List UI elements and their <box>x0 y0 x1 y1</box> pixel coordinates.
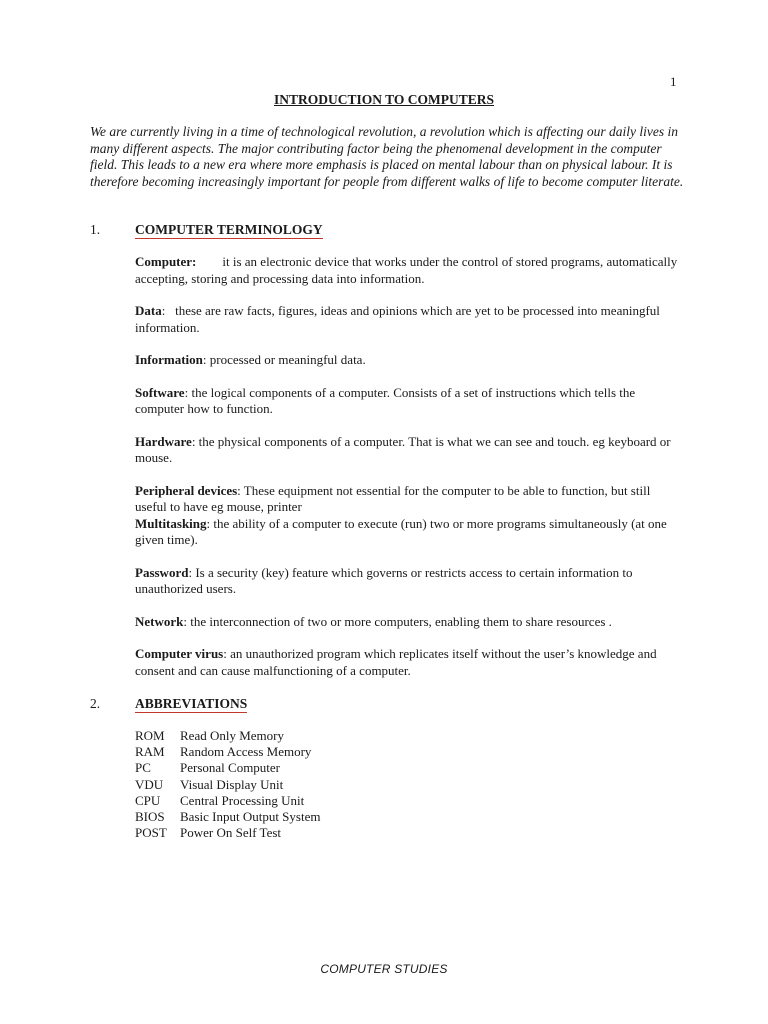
abbreviation-item <box>135 760 320 776</box>
abbreviation-code: PC <box>135 760 151 776</box>
abbreviation-code: CPU <box>135 792 161 808</box>
definition-text: : processed or meaningful data. <box>202 352 366 367</box>
definition-text: : Is a security (key) feature which governs or restricts access to certain information to unauthorized users. <box>135 564 633 596</box>
definition-multitasking <box>135 516 685 549</box>
definition-term: Multitasking <box>135 515 207 531</box>
definition-hardware <box>135 434 685 467</box>
definition-information <box>135 352 685 369</box>
definition-text: : the physical components of a computer. That is what we can see and touch. eg keyboard or mouse. <box>135 433 671 465</box>
page-footer: COMPUTER STUDIES <box>320 962 448 976</box>
definition-term: Data <box>135 303 162 318</box>
definition-text: : an unauthorized program which replicates itself without the user’s knowledge and consent and can cause malfunctioning of a computer. <box>135 646 657 678</box>
definition-text: it is an electronic device that works under the control of stored programs, automatically accepting, storing and processing data into information. <box>135 254 678 286</box>
abbreviation-code: BIOS <box>135 809 165 825</box>
section-1-number: 1. <box>90 222 101 237</box>
abbreviation-item <box>135 793 320 809</box>
abbreviation-item <box>135 744 320 760</box>
abbreviation-item <box>135 728 320 744</box>
definition-data <box>135 303 685 336</box>
definition-term: Hardware <box>135 433 192 449</box>
definition-term: Password <box>135 564 189 580</box>
definition-term: Computer virus <box>135 646 224 661</box>
abbreviation-code: VDU <box>135 776 164 792</box>
definitions-list <box>135 254 685 679</box>
definition-network <box>135 614 685 631</box>
abbreviation-meaning: Personal Computer <box>180 760 281 776</box>
definition-password <box>135 565 685 598</box>
abbreviation-meaning: Central Processing Unit <box>180 792 305 808</box>
section-2-title: ABBREVIATIONS <box>135 696 248 711</box>
definition-text: : These equipment not essential for the computer to be able to function, but still useful to have eg mouse, printer <box>135 482 651 514</box>
section-1-title: COMPUTER TERMINOLOGY <box>135 222 323 237</box>
definition-peripheral-devices <box>135 483 685 516</box>
abbreviation-item <box>135 825 320 841</box>
abbreviation-code: RAM <box>135 744 165 760</box>
definition-term: Network <box>135 613 184 629</box>
definition-software <box>135 385 685 418</box>
abbreviation-meaning: Basic Input Output System <box>180 809 321 825</box>
definition-computer <box>135 254 685 287</box>
abbreviation-meaning: Read Only Memory <box>180 728 284 743</box>
document-title: INTRODUCTION TO COMPUTERS <box>273 92 495 107</box>
definition-term: Information <box>135 352 203 367</box>
abbreviation-code: POST <box>135 825 167 841</box>
definition-term: Computer: <box>135 254 197 269</box>
abbreviation-meaning: Power On Self Test <box>180 825 282 841</box>
abbreviation-item <box>135 809 320 825</box>
abbreviation-meaning: Visual Display Unit <box>180 776 284 792</box>
abbreviation-item <box>135 777 320 793</box>
definition-text: : these are raw facts, figures, ideas and opinions which are yet to be processed into meaningful information. <box>135 303 660 335</box>
definition-text: : the logical components of a computer. Consists of a set of instructions which tells the computer how to function. <box>135 384 636 416</box>
definition-computer-virus <box>135 646 685 679</box>
definition-term: Peripheral devices <box>135 482 238 498</box>
definition-text: : the ability of a computer to execute (run) two or more programs simultaneously (at one given time). <box>135 515 667 547</box>
abbreviation-meaning: Random Access Memory <box>180 744 312 760</box>
section-2-number: 2. <box>90 696 101 711</box>
abbreviation-code: ROM <box>135 728 165 743</box>
page-number: 1 <box>670 74 677 89</box>
intro-paragraph: We are currently living in a time of technological revolution, a revolution which is affecting our daily lives in many different aspects. The major contributing factor being the phenomenal development in the computer field. This leads to a new era where more emphasis is placed on mental labour than on physical labour. It is therefore becoming increasingly important for people from different walks of life to become computer literate. <box>90 124 684 189</box>
definition-term: Software <box>135 384 185 400</box>
abbreviations-list <box>135 728 320 841</box>
definition-text: : the interconnection of two or more computers, enabling them to share resources . <box>183 613 612 629</box>
